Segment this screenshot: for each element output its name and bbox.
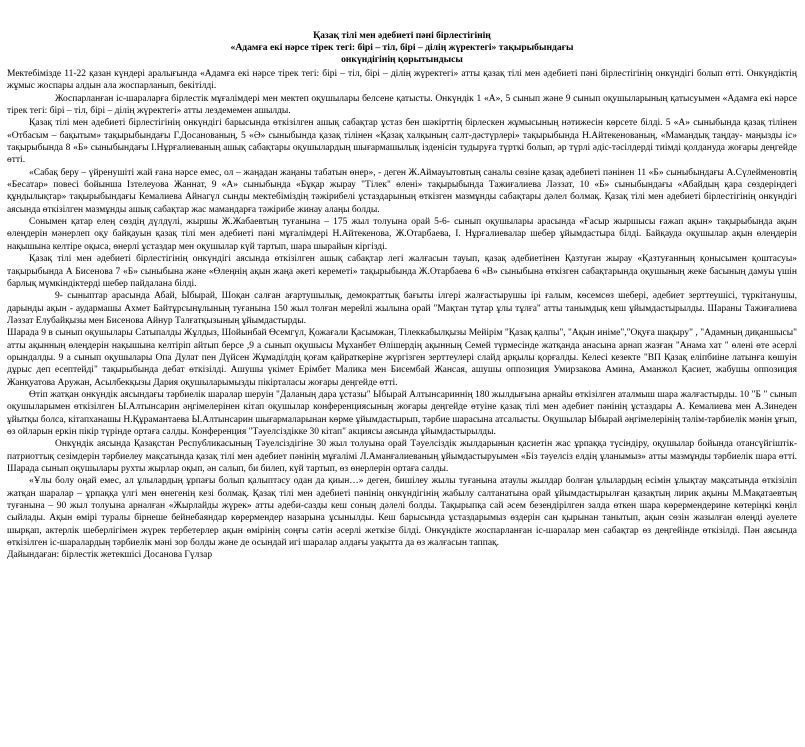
paragraph-open-lessons: Қазақ тілі мен әдебиеті бірлестігінің онкүндігі барысында өткізілген ашық сабақтар ұстаз бен шәкірттің бірлескен жұмысының нәтижесін көрсете білді. 5 «А» сыныбында қазақ тілінен «Отбасым – бақытым» тақырыбындағы Г.Досанованың, 5 «Ә» сыныбында қазақ тілінен «Қазақ халқының салт-дәстүрлері» тақырыбында Н.Айтекенованың, «Мамандық таңдау- маңызды іс» тақырыбында 8 «Б» сыныбындағы І.Нұрғалиеваның ашық сабақтары оқушылардың шығармашылық ізденісін тудыруға түрткі болып, әр түрлі әдіс-тәсілдерді тиімді қолдануда жоғары деңгейде өтті.	[7, 118, 797, 166]
paragraph-altynsarin-conference: Өтіп жатқан онкүндік аясындағы тәрбиелік шаралар шеруін "Даланың дара ұстазы" Ыбырай Алтынсариннің 180 жылдығына арнайы өткізілген аталмыш шара жалғастырды. 10 "Б " сынып оқушыларымен өткізілген Ы.Алтынсарин әңгімелерінен кітап оқушылар конференциясының жоғары деңгейде өтуіне қазақ тілі мен әдебиет пәнінің ұстаздары А. Кемалиева мен А.Зинеден ұйытқы болса, кітапханашы Н.Құрамантаева Ы.Алтынсарин шығармаларынан көрме ұйымдастырып, тәрбие шарасына атсалысты. Оқушылар Ыбырай әңгімелерінің тәлім-тәрбиелік мәнін ұғып, өз ойларын еркін пікір түрінде ортаға салды. Конференция "Тәуелсіздікке 30 кітап" акциясы аясында ұйымдастырылды.	[7, 389, 797, 437]
paragraph-lessons-continued: Қазақ тілі мен әдебиеті бірлестігінің онкүндігі аясында өткізілген ашық сабақтар легі жалғасын тауып, қазақ әдебиетінен Қазтуған жырау «Қазтуғанның қонысымен қоштасуы» тақырыбында А Бисенова 7 «Б» сыныбына және «Өлеңнің ақын жаңа әкеті кереметі» тақырыбында Ж.Отарбаева 6 «В» сыныбына өткізген сабақтарында оқушының жеке басының дамуы үшін барлық мүмкіндіктерді шебер пайдалана білді.	[7, 254, 797, 289]
paragraph-event-details: Шарада 9 в сынып оқушылары Сатыпалды Жұлдыз, Шойынбай Өсемгүл, Қожағали Қасымжан, Тілеккабылқызы Мейірім "Қазақ қалпы", "Ақын иніме","Оқуға шақыру" , "Адамның диқаншысы" атты ақынның өлеңдерін нақышына келтіріп айтып берсе ,9 а сынып оқушысы Мұханбет Өлішердің ақынның Семей түрмесінде жатқанда анасына арнап жазған "Анама хат " өлені өте әсерлі орындалды. 9 а сынып оқушылары Опа Дулат пен Дүйсен Жұмаділдің қоғам қайраткеріне жүргізген зерттеулері слайд арқылы қорғалды. Келесі кезекте "ВП Қазақ еліпбиіне латынға көшуін дұрыс деп есептейді" тақырыбында дебат өткізілді. Ашушы үкімет Ерімбет Малика мен Бисембай Жансая, ашушы оппозиция Умирзакова Амина, Аманжол Қасиет, жабушы оппозиция Жанқуатова Аружан, Асылбекқызы Дария оқушыларымызды пікірталасы жоғары деңгейде өтті.	[7, 328, 797, 388]
paragraph-teaching-art: «Сабақ беру – үйренушіті жай ғана нәрсе емес, ол – жаңадан жаңаны табатын өнер», - деген Ж.Аймауытовтың саналы сөзіне қазақ әдебиеті пәнінен 11 «Б» сыныбындағы А.Сүлейменовтің «Бесатар» повесі бойынша Ізтелеуова Жаннат, 9 «А» сыныбында «Бұқар жырау "Тілек" өлені» тақырыбында Тажиғалиева Ләззат, 10 «Б» сыныбындағы «Абайдың қара сөздеріндегі құндылықтар» тақырыбындағы Кемалиева Айнагүл сынды мектебіміздің тәжірибелі ұстаздарының өткізген мазмұнды сабақтары дәлел болмақ. Қазақ тілі мен әдебиеті бірлестігінің онкүндігі аясында өткізілген мазмұнды ашық сабақтар жас мамандарға тәжірибе жинау алаңы болды.	[7, 167, 797, 215]
paragraph-jabayev-contest: Сонымен қатар елең сөздің дүлдүлі, жыршы Ж.Жабаевтың туғанына – 175 жыл толуына орай 5-6- сынып оқушылары арасында «Ғасыр жыршысы ғажап ақын» тақырыбында ақын өлеңдерін мәнерлеп оқу байқауын қазақ тілі мен әдебиеті пәні мұғалімдері Н.Айтекенова, Ж.Отарбаева, І. Нұрғалиевалар шебер ұйымдастыра білді. Байқауда оқушылар ақын өлеңдерін нақышына келтіре оқыса, өнерлі ұстаздар мен оқушылар күй тартып, шара шырайын кіргізді.	[7, 217, 797, 252]
paragraph-closing-event: «Ұлы болу оңай емес, ал ұлылардың ұрпағы болып қалыптасу одан да қиын…» деген, бишілеу жылы туғанына атаулы жылдар болған ұлылардың есімін ұлықтау мақсатында өткізіліп жатқан шаралар – ұрпаққа үлгі мен өнегенің кезі болмақ. Қазақ тілі мен әдебиеті пәнінің онкүндігінің жабылу салтанатына орай ұйымдастырылған қазақтың лирик ақыны М.Мақатаевтың туғанына – 90 жыл толуына арналған «Жырлайды жүрек» атты әдеби-сазды кеш соның дәлелі болды. Тақырыпқа сай әсем безендірілген залда өткен шара көрермендерине көтеріңкі көңіл сыйлады. Ақын өмірі туралы бірнеше бейнебаяндар көрермендер назарына ұсынылды. Кеш барысында ұстаздарымыз өздерін сан қырынан танытып, ақын сөзін жазылған өлеңді әуелете шырқап, актерлік шеберлігімен жүрек тербетерлер ақын өмірінің соңғы сәтін әсерлі жеткізе білді. Онкүндікте жоспарланған іс-шаралар мен сабақтар өз деңгейінде өткізілді. Пән аясында өткізілген іс-шаралардың тәрбиелік мәні зор болды және де осындай игі шаралар алдағы уақытта да өз жалғасын таппақ.	[7, 476, 797, 549]
document-title-line-3: онкүндігінің қорытындысы	[341, 54, 463, 65]
paragraph-baitursynuly-evening: 9- сыныптар арасында Абай, Ыбырай, Шоқан салған ағартушылық, демократтық бағыты ілгері жалғастырушы ірі ғалым, көсемсөз шебері, әдебиет зерттеушісі, түркітанушы, дарынды ақын - аудармашы Ахмет Байтұрсынұлының туғанына 150 жыл толған мерейлі жылына орай "Мақтан тұтар ұлы тұлға" атты танымдық кеш ұйымдастырылды. Шараны Тажиғалиева Ләззат Елубайқызы мен Бисенова Айнур Талғатқызының ұйымдастырды.	[7, 291, 797, 326]
document-body	[7, 68, 797, 562]
document-title-line-1: Қазақ тілі мен әдебиеті пәні бірлестігінің	[313, 30, 491, 41]
paragraph-intro: Мектебімізде 11-22 қазан күндері аралығында «Адамға екі нәрсе тірек тегі: бірі – тіл, бірі – ділің жүректегі» атты қазақ тілі мен әдебиеті пәні бірлестігінің онкүндігі болып өтті. Онкүндіктің жұмыс жоспары алдын ала жоспарланып, бекітілді.	[7, 69, 797, 92]
document-title-line-2: «Адамға екі нәрсе тірек тегі: бірі – тіл, бірі – ділің жүректегі» тақырыбындағы	[230, 42, 574, 53]
paragraph-independence-event: Онкүндік аясында Қазақстан Республикасының Тәуелсіздігіне 30 жыл толуына орай Тәуелсіздік жылдарынын қасиетін жас ұрпаққа түсіндіру, оқушылар бойында отансүйгіштік-патриоттық сезімдерін тәрбиелеу мақсатында қазақ тілі мен әдебиет пәнінің мұғалімі Л.Аманғалиеваның ұйымдастыруымен «Біз тәуелсіз елдің ұланымыз» атты мазмұнды тәрбиелік шара өтті. Шарада сынып оқушылары рухты жырлар оқып, ән салып, би билеп, күй тартып, өз өнерлерін ортаға салды.	[7, 439, 797, 474]
paragraph-opening: Жоспарланған іс-шараларға бірлестік мұғалімдері мен мектеп оқушылары белсене қатысты. Онкүндік 1 «А», 5 сынып және 9 сынып оқушыларының қатысуымен «Адамға екі нәрсе тірек тегі: бірі – тіл, бірі – ділің жүректегі» атты лездемемен ашылды.	[7, 93, 797, 117]
prepared-by-signature: Дайындаған: бірлестік жетекшісі Досанова Гүлзар	[7, 550, 213, 561]
